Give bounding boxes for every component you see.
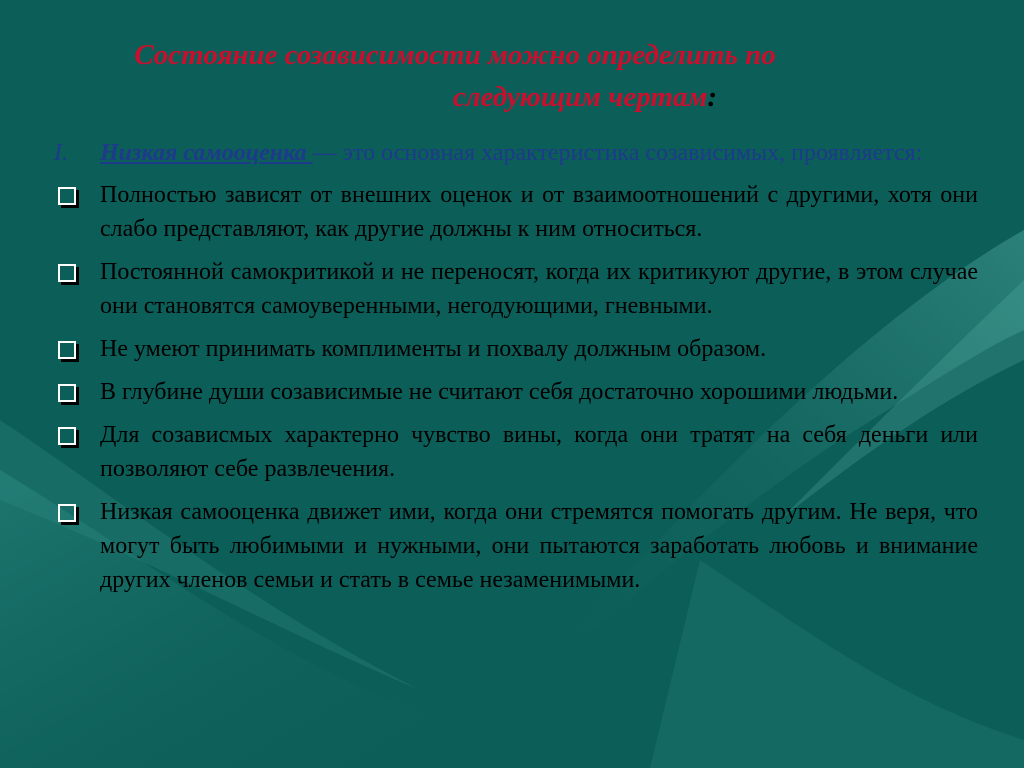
checkbox-bullet-icon — [58, 384, 76, 402]
intro-text: — это основная характеристика созависимых, проявляется: — [312, 140, 923, 166]
list-item — [52, 418, 978, 486]
list-item — [52, 495, 978, 597]
list-item-text: В глубине души созависимые не считают себя достаточно хорошими людьми. — [100, 379, 899, 405]
list-item-text: Низкая самооценка движет ими, когда они стремятся помогать другим. Не веря, что могут быть любимыми и нужными, они пытаются заработать любовь и внимание других членов семьи и стать в семье незаменимыми. — [100, 499, 978, 593]
title-line-2 — [60, 76, 990, 118]
checkbox-bullet-icon — [58, 187, 76, 205]
title-colon: : — [707, 81, 718, 113]
list-item-text: Полностью зависят от внешних оценок и от взаимоотношений с другими, хотя они слабо представляют, как другие должны к ним относиться. — [100, 182, 978, 242]
list-item — [52, 178, 978, 246]
intro-item — [52, 136, 978, 170]
title-line-2-text: следующим чертам — [452, 81, 708, 113]
content-list — [52, 136, 978, 606]
checkbox-bullet-icon — [58, 264, 76, 282]
title-line-1: Состояние созависимости можно определить по — [134, 39, 776, 71]
checkbox-bullet-icon — [58, 504, 76, 522]
list-item-text: Постоянной самокритикой и не переносят, когда их критикуют другие, в этом случае они становятся самоуверенными, негодующими, гневными. — [100, 259, 978, 319]
roman-numeral-marker: I. — [54, 140, 68, 166]
list-item — [52, 255, 978, 323]
intro-term: Низкая самооценка — [100, 140, 313, 166]
list-item — [52, 332, 978, 366]
checkbox-bullet-icon — [58, 427, 76, 445]
checkbox-bullet-icon — [58, 341, 76, 359]
slide-title — [60, 34, 990, 118]
list-item — [52, 375, 978, 409]
list-item-text: Для созависмых характерно чувство вины, когда они тратят на себя деньги или позволяют себе развлечения. — [100, 422, 978, 482]
list-item-text: Не умеют принимать комплименты и похвалу должным образом. — [100, 336, 767, 362]
